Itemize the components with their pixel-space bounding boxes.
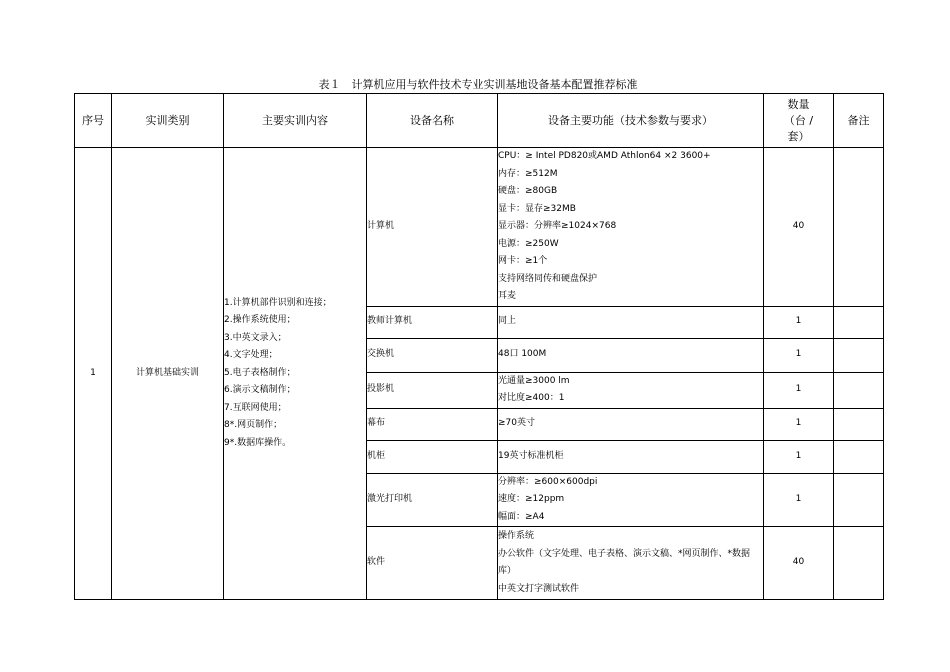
device-note	[834, 440, 884, 473]
function-line: 硬盘：≥80GB	[498, 186, 558, 196]
function-line: 支持网络同传和硬盘保护	[498, 273, 598, 284]
function-line: 对比度≥400：1	[498, 393, 565, 403]
device-name: 幕布	[367, 408, 498, 440]
content-line: 4.文字处理；	[224, 350, 278, 361]
device-function	[498, 306, 764, 338]
content-line: 8*.网页制作；	[224, 420, 283, 431]
function-line: 幅面：≥A4	[498, 511, 545, 522]
table-row	[75, 148, 884, 307]
device-name: 交换机	[367, 338, 498, 372]
device-note	[834, 338, 884, 372]
device-function	[498, 338, 764, 372]
function-line: 中英文打字测试软件	[498, 583, 580, 594]
group-category: 计算机基础实训	[112, 148, 224, 600]
device-quantity: 1	[764, 372, 834, 408]
function-line: 办公软件（文字处理、电子表格、演示文稿、*网页制作、*数据库）	[498, 548, 751, 576]
function-line: 耳麦	[498, 291, 517, 301]
device-quantity: 1	[764, 440, 834, 473]
device-quantity: 1	[764, 408, 834, 440]
device-function	[498, 372, 764, 408]
device-note	[834, 372, 884, 408]
function-line: ≥70英寸	[498, 418, 535, 429]
device-note	[834, 527, 884, 600]
content-line: 9*.数据库操作。	[224, 437, 292, 448]
function-line: 速度：≥12ppm	[498, 494, 565, 504]
content-line: 1.计算机部件识别和连接；	[224, 297, 332, 308]
header-note: 备注	[834, 94, 884, 148]
content-line: 6.演示文稿制作；	[224, 385, 296, 396]
function-line: 操作系统	[498, 531, 535, 541]
header-function: 设备主要功能（技术参数与要求）	[498, 94, 764, 148]
function-line: 19英寸标准机柜	[498, 450, 564, 461]
device-function	[498, 473, 764, 527]
header-device: 设备名称	[367, 94, 498, 148]
device-name: 计算机	[367, 148, 498, 307]
function-line: CPU：≥ Intel PD820或AMD Athlon64 ×2 3600+	[498, 151, 711, 161]
equipment-table	[74, 93, 884, 600]
device-note	[834, 306, 884, 338]
header-quantity	[764, 94, 834, 148]
header-category: 实训类别	[112, 94, 224, 148]
content-line: 7.互联网使用；	[224, 402, 287, 413]
function-line: 内存：≥512M	[498, 168, 558, 179]
device-quantity: 1	[764, 306, 834, 338]
function-line: 同上	[498, 316, 517, 327]
function-line: 光通量≥3000 lm	[498, 375, 570, 386]
device-function	[498, 148, 764, 307]
device-name: 投影机	[367, 372, 498, 408]
content-line: 3.中英文录入；	[224, 332, 287, 343]
device-name: 机柜	[367, 440, 498, 473]
device-name: 激光打印机	[367, 473, 498, 527]
device-function	[498, 408, 764, 440]
device-note	[834, 408, 884, 440]
group-content	[224, 148, 367, 600]
device-quantity: 40	[764, 527, 834, 600]
device-note	[834, 473, 884, 527]
device-quantity: 1	[764, 338, 834, 372]
function-line: 显卡：显存≥32MB	[498, 203, 576, 214]
device-note	[834, 148, 884, 307]
function-line: 显示器：分辨率≥1024×768	[498, 221, 617, 231]
header-content: 主要实训内容	[224, 94, 367, 148]
function-line: 电源：≥250W	[498, 238, 559, 249]
header-quantity-line: 数量	[787, 97, 810, 111]
header-row	[75, 94, 884, 148]
header-seq: 序号	[75, 94, 112, 148]
header-quantity-line: （台 /	[783, 113, 814, 127]
device-name: 教师计算机	[367, 306, 498, 338]
device-quantity: 40	[764, 148, 834, 307]
function-line: 48口 100M	[498, 349, 547, 360]
function-line: 网卡：≥1个	[498, 256, 548, 266]
device-function	[498, 440, 764, 473]
device-function	[498, 527, 764, 600]
function-line: 分辨率：≥600×600dpi	[498, 476, 598, 487]
header-quantity-line: 套）	[787, 129, 810, 143]
device-quantity: 1	[764, 473, 834, 527]
content-line: 2.操作系统使用；	[224, 315, 296, 326]
device-name: 软件	[367, 527, 498, 600]
table-caption: 表１ 计算机应用与软件技术专业实训基地设备基本配置推荐标准	[318, 78, 638, 91]
group-seq: 1	[75, 148, 112, 600]
content-line: 5.电子表格制作；	[224, 367, 296, 378]
